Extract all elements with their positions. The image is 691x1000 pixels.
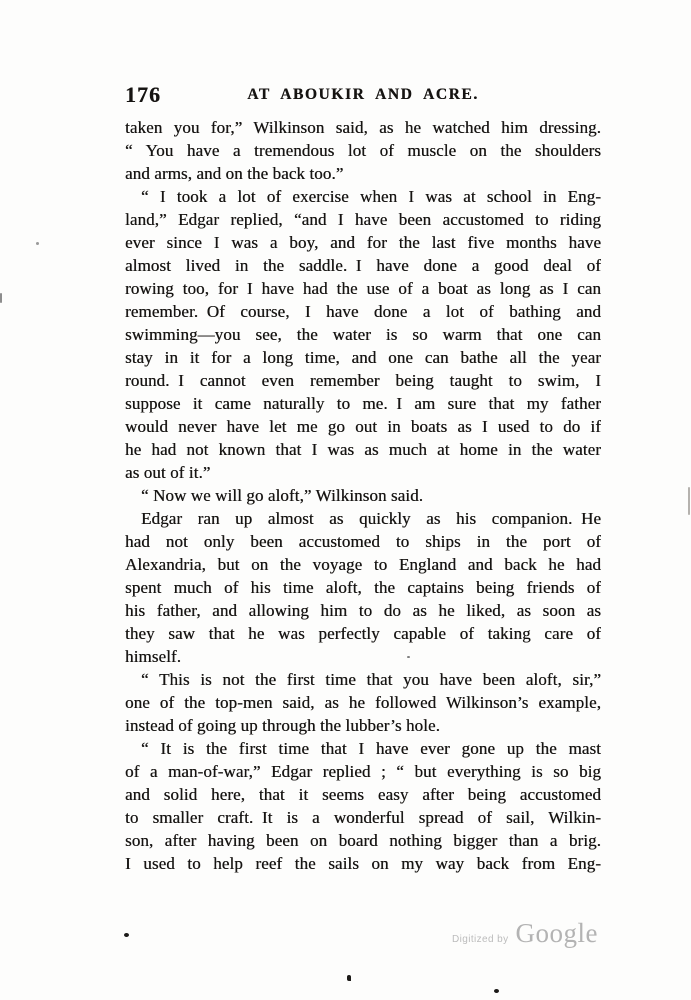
text-line: “ It is the first time that I have ever gone up the mast [141, 739, 601, 758]
text-line: almost lived in the saddle. I have done a good deal of [125, 256, 601, 275]
text-line: Edgar ran up almost as quickly as his companion. He [141, 509, 601, 528]
text-line: had not only been accustomed to ships in the port of [125, 532, 601, 551]
scan-speck [494, 989, 499, 993]
text-line: himself. [125, 647, 182, 666]
text-line: taken you for,” Wilkinson said, as he watched him dressing. [125, 118, 601, 137]
text-line: instead of going up through the lubber’s hole. [125, 716, 440, 735]
paragraph [125, 668, 601, 737]
scan-speck [124, 933, 129, 937]
running-header-title: AT ABOUKIR AND ACRE. [247, 86, 479, 103]
text-block [125, 116, 601, 875]
text-line: land,” Edgar replied, “and I have been accustomed to riding [125, 210, 601, 229]
page-number: 176 [125, 82, 161, 107]
text-line: “ I took a lot of exercise when I was at school in Eng- [141, 187, 601, 206]
text-line: suppose it came naturally to me. I am sure that my father [125, 394, 601, 413]
text-line: swimming—you see, the water is so warm that one can [125, 325, 601, 344]
text-line: “ Now we will go aloft,” Wilkinson said. [141, 486, 424, 505]
text-line: “ You have a tremendous lot of muscle on the shoulders [125, 141, 601, 160]
text-line: to smaller craft. It is a wonderful spread of sail, Wilkin- [125, 808, 601, 827]
text-line: his father, and allowing him to do as he liked, as soon as [125, 601, 601, 620]
text-line: and solid here, that it seems easy after being accustomed [125, 785, 601, 804]
text-line: ever since I was a boy, and for the last five months have [125, 233, 601, 252]
running-head [125, 82, 601, 106]
google-logo: Google [515, 918, 598, 948]
paragraph [125, 737, 601, 875]
watermark-prefix: Digitized by [452, 934, 509, 945]
text-line: spent much of his time aloft, the captains being friends of [125, 578, 601, 597]
text-line: round. I cannot even remember being taught to swim, I [125, 371, 601, 390]
text-line: stay in it for a long time, and one can bathe all the year [125, 348, 601, 367]
text-line: remember. Of course, I have done a lot of bathing and [125, 302, 601, 321]
paragraph [125, 185, 601, 484]
text-line: one of the top-men said, as he followed Wilkinson’s example, [125, 693, 601, 712]
text-line: he had not known that I was as much at home in the water [125, 440, 601, 459]
scan-speck [688, 487, 690, 515]
scan-speck [36, 242, 39, 245]
text-line: as out of it.” [125, 463, 211, 482]
scan-speck [0, 293, 2, 303]
text-line: Alexandria, but on the voyage to England and back he had [125, 555, 601, 574]
text-line: son, after having been on board nothing bigger than a brig. [125, 831, 601, 850]
text-line: of a man-of-war,” Edgar replied ; “ but everything is so big [125, 762, 601, 781]
text-line: and arms, and on the back too.” [125, 164, 344, 183]
paragraph [125, 484, 601, 507]
text-line: rowing too, for I have had the use of a boat as long as I can [125, 279, 601, 298]
scan-speck [407, 656, 410, 658]
scan-speck [347, 975, 351, 981]
paragraph [125, 116, 601, 185]
text-line: I used to help reef the sails on my way back from Eng- [125, 854, 601, 873]
text-line: they saw that he was perfectly capable of taking care of [125, 624, 601, 643]
digitized-by-watermark [452, 920, 598, 947]
paragraph [125, 507, 601, 668]
text-line: would never have let me go out in boats as I used to do if [125, 417, 601, 436]
text-line: “ This is not the first time that you have been aloft, sir,” [141, 670, 601, 689]
